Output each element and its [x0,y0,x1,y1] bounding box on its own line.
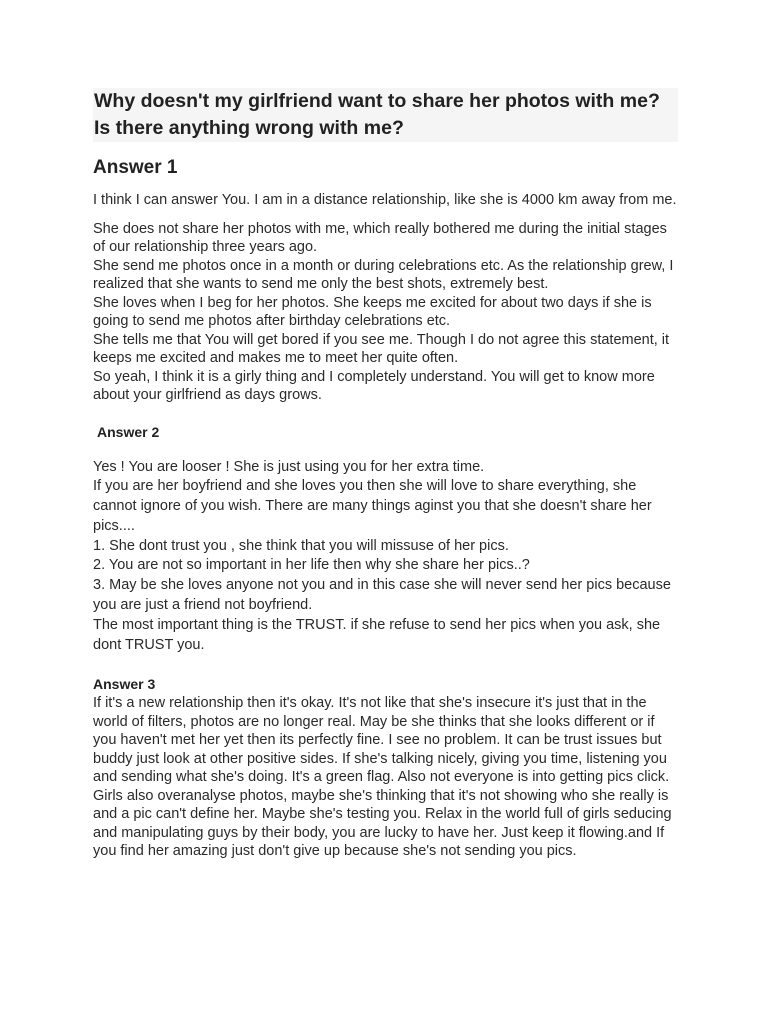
answer-1-body [93,220,678,405]
question-title: Why doesn't my girlfriend want to share her photos with me? Is there anything wrong with me? [93,88,678,142]
answer-2-heading: Answer 2 [97,423,160,440]
answer-2-line: 1. She dont trust you , she think that you will missuse of her pics. [93,537,509,554]
answer-1-line: So yeah, I think it is a girly thing and I completely understand. You will get to know more about your girlfriend as days grows. [93,368,655,403]
answer-1-line: She send me photos once in a month or during celebrations etc. As the relationship grew, I realized that she wants to send me only the best shots, extremely best. [93,257,674,292]
answer-2-line: The most important thing is the TRUST. if she refuse to send her pics when you ask, she dont TRUST you. [93,616,661,653]
answer-3-heading: Answer 3 [93,676,156,693]
answer-2-body [93,458,678,656]
answer-1-line: She does not share her photos with me, which really bothered me during the initial stages of our relationship three years ago. [93,220,667,255]
answer-1-line: She tells me that You will get bored if you see me. Though I do not agree this statement, it keeps me excited and makes me to meet her quite often. [93,331,670,366]
answer-1-intro: I think I can answer You. I am in a distance relationship, like she is 4000 km away from me. [93,192,677,208]
answer-2-line: Yes ! You are looser ! She is just using you for her extra time. [93,458,485,475]
answer-2-line: If you are her boyfriend and she loves you then she will love to share everything, she cannot ignore of you wish. There are many things aginst you that she doesn't share her pics.... [93,478,652,534]
answer-1-heading: Answer 1 [93,157,178,178]
document-page [93,88,678,861]
answer-2-line: 3. May be she loves anyone not you and in this case she will never send her pics because you are just a friend not boyfriend. [93,577,671,614]
answer-3-body: If it's a new relationship then it's okay. It's not like that she's insecure it's just that in the world of filters, photos are no longer real. May be she thinks that she looks different or if you haven't met her yet then its perfectly fine. I see no problem. It can be trust issues but buddy just look at other positive sides. If she's talking nicely, giving you time, listening you and sending what she's doing. It's a green flag. Also not everyone is into getting pics click. Girls also overanalyse photos, maybe she's thinking that it's not showing who she really is and a pic can't define her. Maybe she's testing you. Relax in the world full of girls seducing and manipulating guys by their body, you are lucky to have her. Just keep it flowing.and If you find her amazing just don't give up because she's not sending you pics. [93,695,672,860]
answer-2-line: 2. You are not so important in her life then why she share her pics..? [93,557,530,574]
answer-1-line: She loves when I beg for her photos. She keeps me excited for about two days if she is going to send me photos after birthday celebrations etc. [93,294,652,329]
